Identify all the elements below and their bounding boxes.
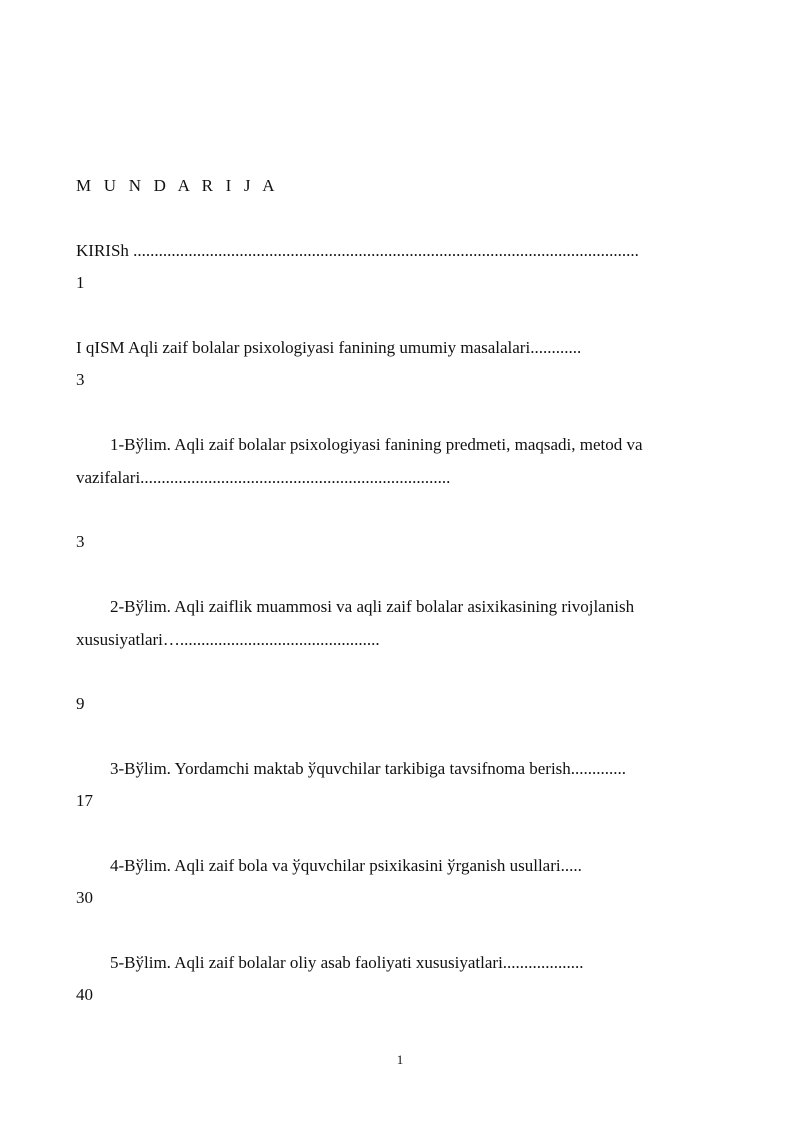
toc-page-number: 3 [76,532,85,551]
toc-entry-section-1: 1-Bўlim. Aqli zaif bolalar psixologiyasi fanining predmeti, maqsadi, metod va [110,435,643,454]
toc-entry-section-5: 5-Bўlim. Aqli zaif bolalar oliy asab faoliyati xususiyatlari................... [110,953,584,972]
toc-entry-section-2-cont: xususiyatlari…............................................... [76,630,380,649]
toc-page-number: 30 [76,888,93,907]
toc-entry-part-1: I qISM Aqli zaif bolalar psixologiyasi fanining umumiy masalalari............ [76,338,582,357]
toc-page-number: 9 [76,694,85,713]
toc-entry-section-2: 2-Bўlim. Aqli zaiflik muammosi va aqli zaif bolalar asixikasining rivojlanish [110,597,635,616]
toc-page-number: 3 [76,370,85,389]
document-title: M U N D A R I J A [76,176,279,195]
toc-page-number: 17 [76,791,93,810]
toc-page-number: 1 [76,273,85,292]
toc-entry-intro: KIRISh ....................................................................................................................... [76,241,639,260]
toc-entry-section-1-cont: vazifalari......................................................................... [76,468,451,487]
toc-page-number: 40 [76,985,93,1004]
toc-entry-section-4: 4-Bўlim. Aqli zaif bola va ўquvchilar psixikasini ўrganish usullari..... [110,856,582,875]
toc-entry-section-3: 3-Bўlim. Yordamchi maktab ўquvchilar tarkibiga tavsifnoma berish............. [110,759,627,778]
page-number: 1 [396,1052,404,1067]
